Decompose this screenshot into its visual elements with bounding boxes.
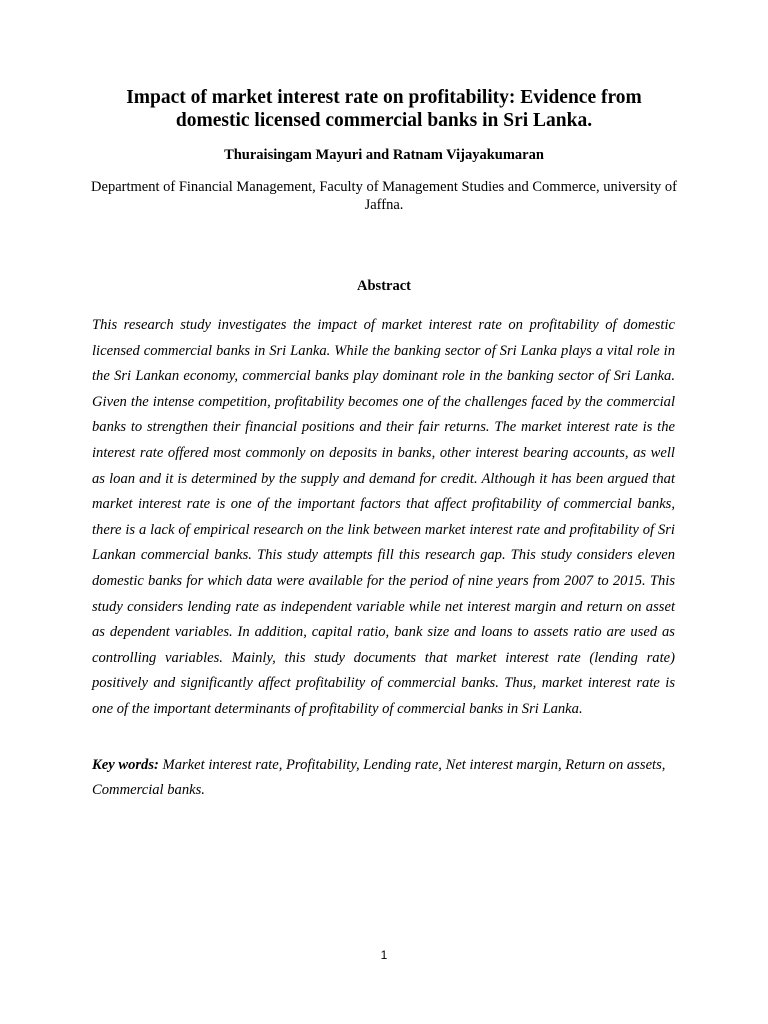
paper-title: Impact of market interest rate on profitability: Evidence from domestic licensed commercial banks in Sri Lanka.: [126, 87, 642, 131]
keywords: [92, 753, 675, 803]
keywords-text: Market interest rate, Profitability, Lending rate, Net interest margin, Return on assets, Commercial banks.: [92, 757, 666, 798]
abstract-heading: Abstract: [357, 278, 411, 294]
author-affiliation: Department of Financial Management, Faculty of Management Studies and Commerce, university of Jaffna.: [91, 179, 677, 213]
keywords-label: Key words:: [92, 757, 159, 773]
abstract-body: This research study investigates the impact of market interest rate on profitability of domestic licensed commercial banks in Sri Lanka. While the banking sector of Sri Lanka plays a vital role in the Sri Lankan economy, commercial banks play dominant role in the banking sector of Sri Lanka. Given the intense competition, profitability becomes one of the challenges faced by the commercial banks to strengthen their financial positions and their fair returns. The market interest rate is the interest rate offered most commonly on deposits in banks, other interest bearing accounts, as well as loan and it is determined by the supply and demand for credit. Although it has been argued that market interest rate is one of the important factors that affect profitability of commercial banks, there is a lack of empirical research on the link between market interest rate and profitability of Sri Lankan commercial banks. This study attempts fill this research gap. This study considers eleven domestic banks for which data were available for the period of nine years from 2007 to 2015. This study considers lending rate as independent variable while net interest margin and return on asset as dependent variables. In addition, capital ratio, bank size and loans to assets ratio are used as controlling variables. Mainly, this study documents that market interest rate (lending rate) positively and significantly affect profitability of commercial banks. Thus, market interest rate is one of the important determinants of profitability of commercial banks in Sri Lanka.: [92, 317, 675, 717]
paper-authors: Thuraisingam Mayuri and Ratnam Vijayakumaran: [224, 147, 544, 163]
page-number: 1: [380, 948, 388, 962]
